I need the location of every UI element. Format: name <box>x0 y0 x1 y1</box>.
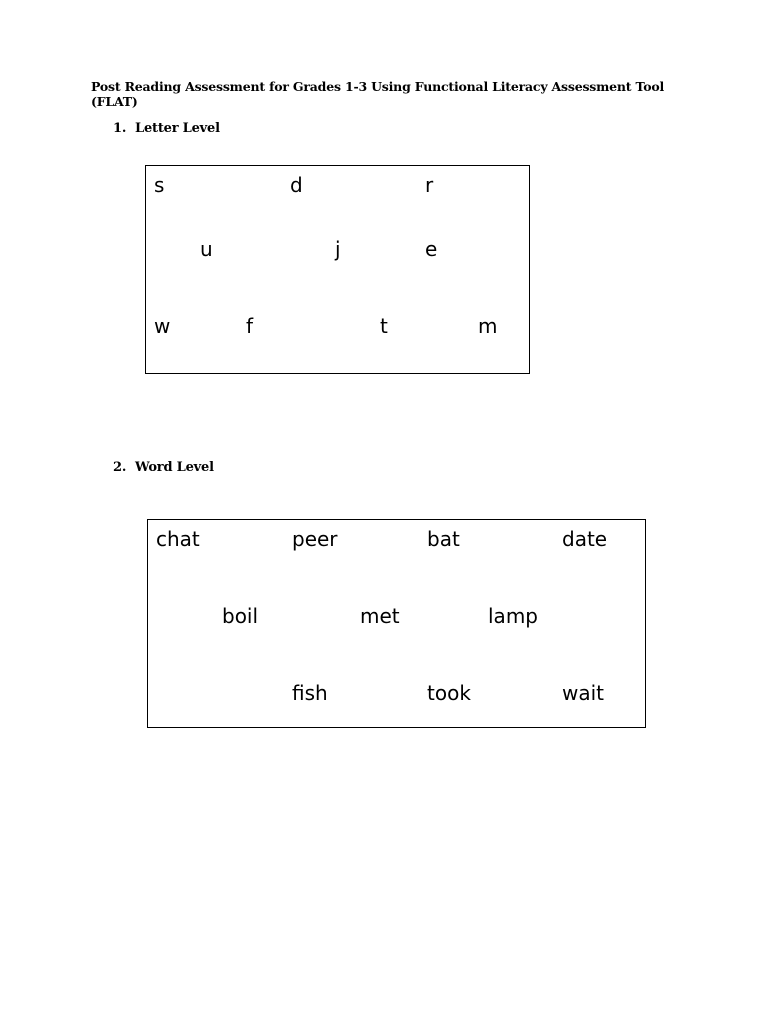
document-title-line-1: Post Reading Assessment for Grades 1-3 Using Functional Literacy Assessment Tool <box>91 79 665 94</box>
letter-level-box <box>145 165 530 374</box>
word-item: boil <box>222 604 259 628</box>
section-heading-letter-level <box>113 121 220 137</box>
letter-item: m <box>478 314 498 338</box>
section-title: Word Level <box>135 460 214 475</box>
word-item: date <box>562 527 608 551</box>
letter-item: j <box>335 237 341 261</box>
letter-item: d <box>290 173 303 197</box>
word-item: bat <box>427 527 460 551</box>
letter-item: u <box>200 237 213 261</box>
letter-item: e <box>425 237 438 261</box>
word-item: chat <box>156 527 200 551</box>
section-title: Letter Level <box>135 121 220 136</box>
section-number: 2. <box>113 460 127 475</box>
letter-item: r <box>425 173 434 197</box>
section-number: 1. <box>113 121 127 136</box>
word-item: took <box>427 681 471 705</box>
letter-item: t <box>380 314 388 338</box>
document-title <box>91 79 691 109</box>
section-heading-word-level <box>113 460 214 476</box>
word-item: lamp <box>488 604 538 628</box>
document-title-line-2: (FLAT) <box>91 94 138 109</box>
word-item: fish <box>292 681 328 705</box>
letter-item: s <box>154 173 165 197</box>
letter-item: f <box>246 314 254 338</box>
word-item: met <box>360 604 400 628</box>
letter-item: w <box>154 314 171 338</box>
word-item: peer <box>292 527 338 551</box>
word-item: wait <box>562 681 605 705</box>
word-level-box <box>147 519 646 728</box>
